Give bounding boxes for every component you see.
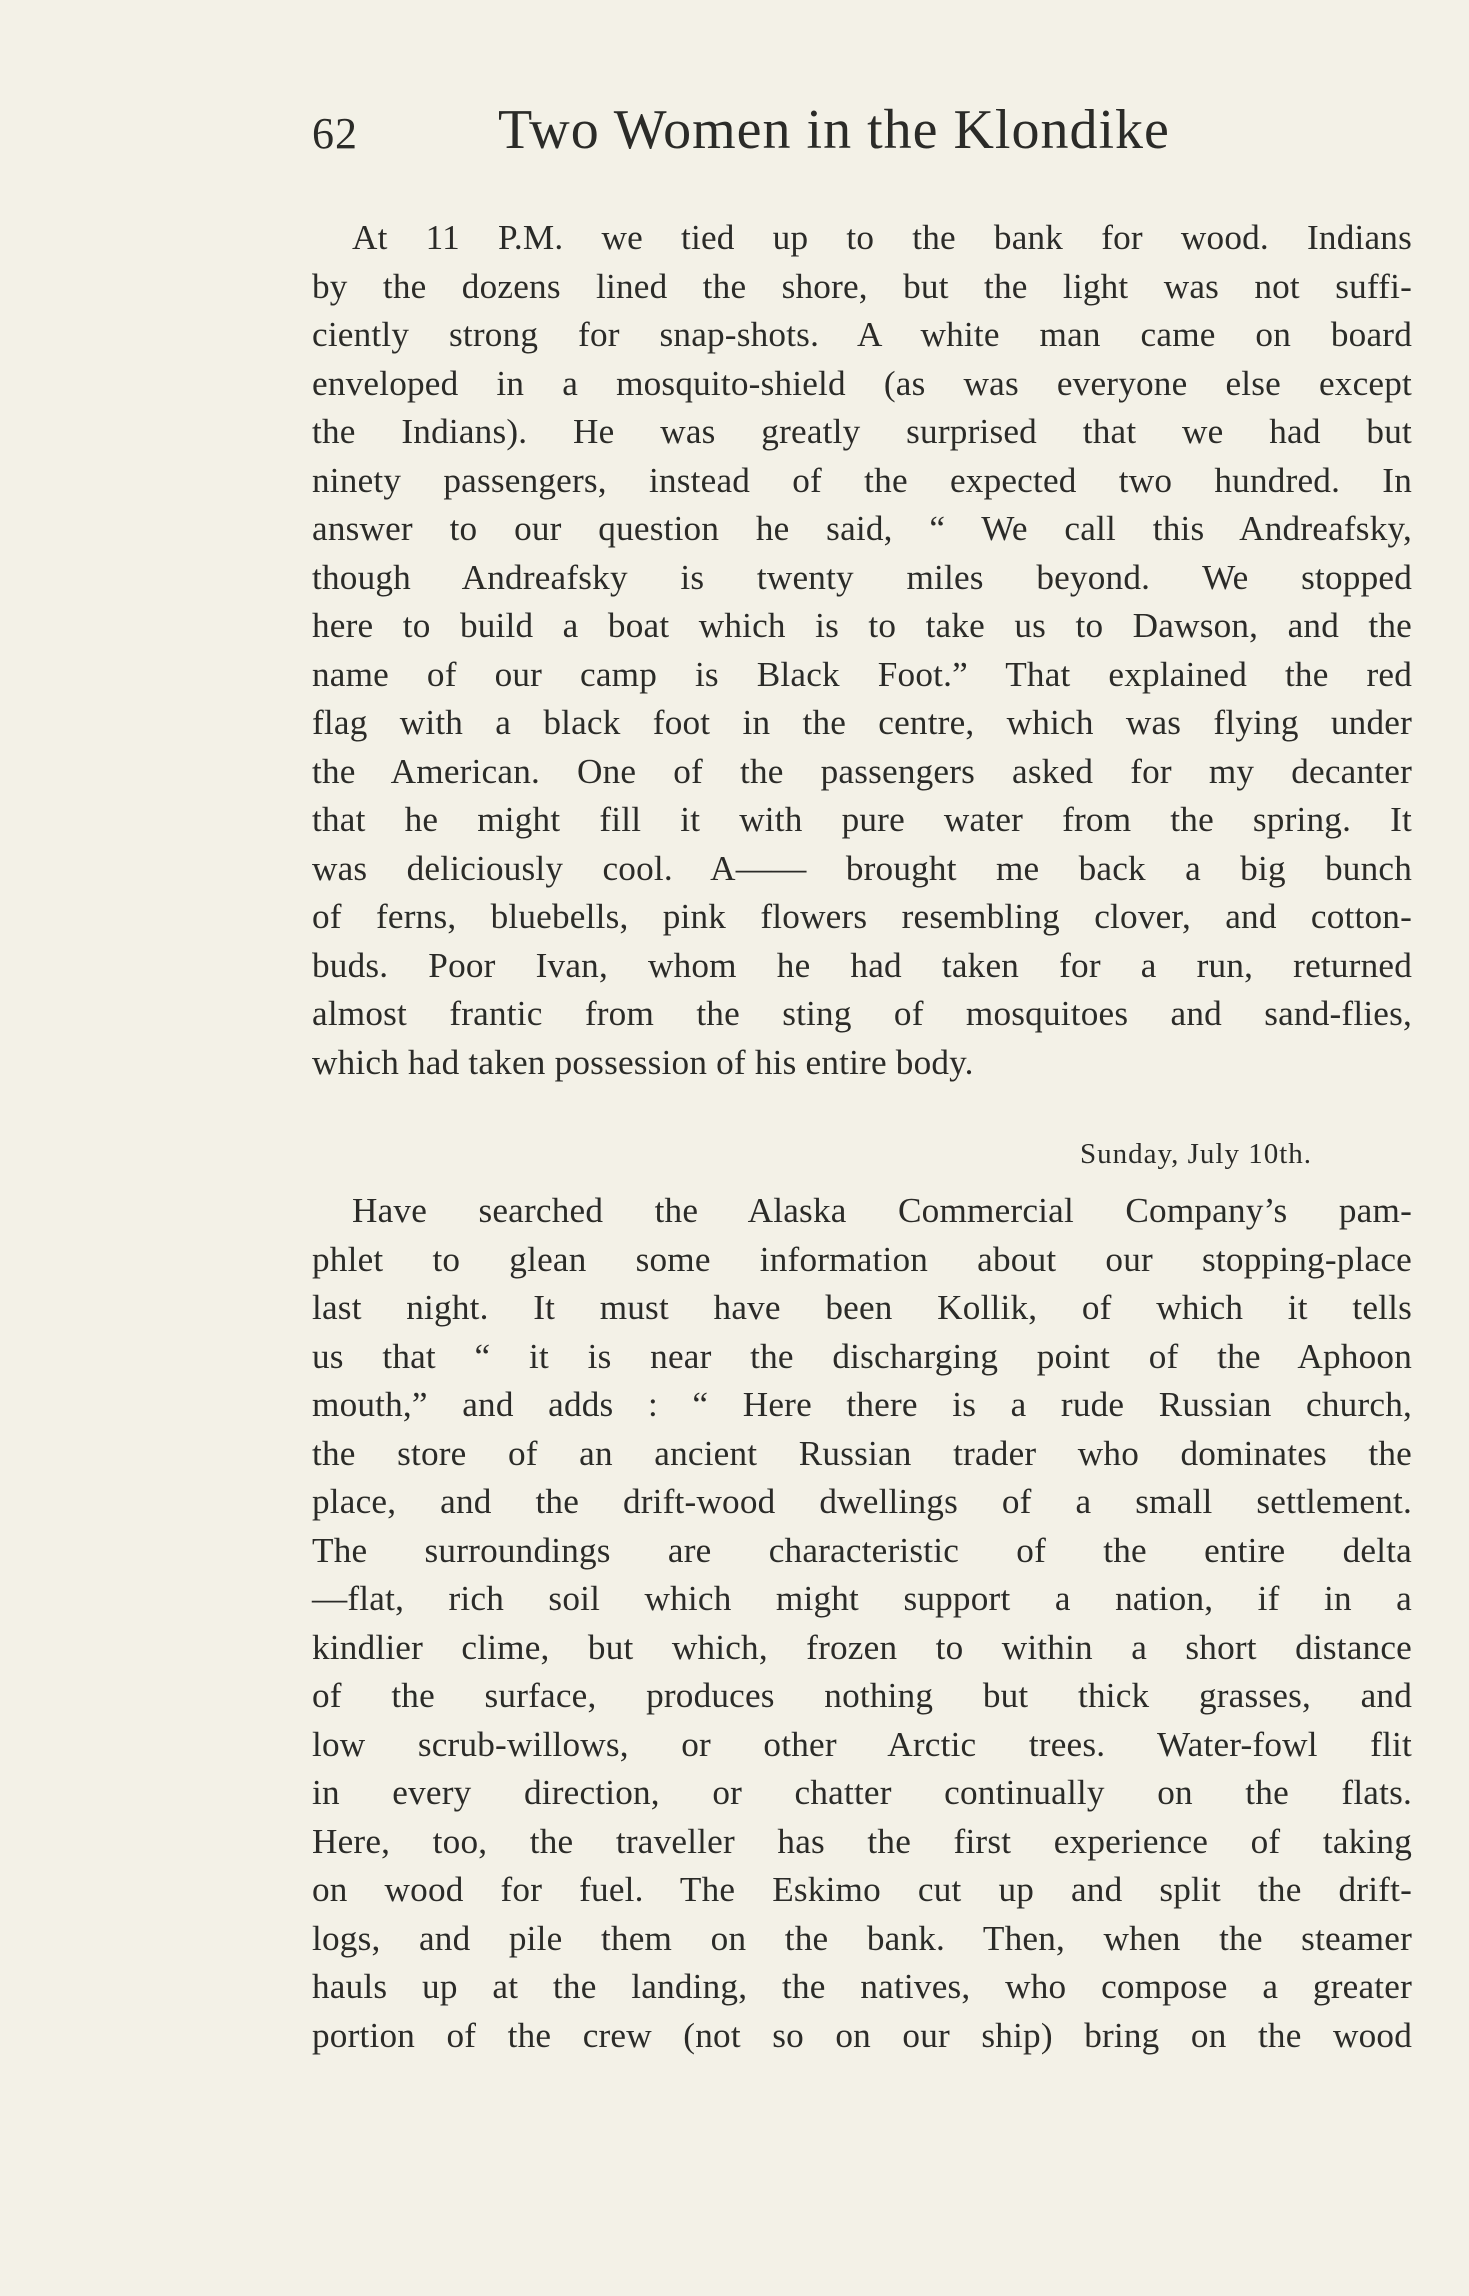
text-line: of ferns, bluebells, pink flowers resembling clover, and cotton- xyxy=(312,897,1412,936)
text-line: ciently strong for snap-shots. A white man came on board xyxy=(312,315,1412,354)
text-line: that he might fill it with pure water from the spring. It xyxy=(312,800,1412,839)
paragraph-2 xyxy=(312,1187,1412,2060)
page-number: 62 xyxy=(312,109,358,158)
text-line: in every direction, or chatter continually on the flats. xyxy=(312,1773,1412,1812)
text-line: Have searched the Alaska Commercial Company’s pam- xyxy=(352,1191,1412,1230)
text-line: almost frantic from the sting of mosquitoes and sand-flies, xyxy=(312,994,1412,1033)
text-line: answer to our question he said, “ We call this Andreafsky, xyxy=(312,509,1412,548)
text-line: here to build a boat which is to take us to Dawson, and the xyxy=(312,606,1412,645)
text-line: by the dozens lined the shore, but the light was not suffi- xyxy=(312,266,1412,306)
text-line: the store of an ancient Russian trader who dominates the xyxy=(312,1433,1412,1473)
text-line: was deliciously cool. A—— brought me back a big bunch xyxy=(312,848,1412,888)
text-line: mouth,” and adds : “ Here there is a rude Russian church, xyxy=(312,1385,1412,1424)
text-line: us that “ it is near the discharging point of the Aphoon xyxy=(312,1336,1412,1376)
text-line: portion of the crew (not so on our ship) bring on the wood xyxy=(312,2015,1412,2055)
text-line: kindlier clime, but which, frozen to within a short distance xyxy=(312,1627,1412,1667)
text-line: buds. Poor Ivan, whom he had taken for a run, returned xyxy=(312,945,1412,985)
text-line: —flat, rich soil which might support a nation, if in a xyxy=(312,1579,1412,1618)
dateline: Sunday, July 10th. xyxy=(1080,1138,1313,1170)
text-line: place, and the drift-wood dwellings of a small settlement. xyxy=(312,1482,1412,1521)
text-line: enveloped in a mosquito-shield (as was everyone else except xyxy=(312,363,1412,403)
text-line: flag with a black foot in the centre, which was flying under xyxy=(312,703,1412,742)
text-line: which had taken possession of his entire body. xyxy=(312,1042,974,1082)
text-line: At 11 P.M. we tied up to the bank for wood. Indians xyxy=(352,218,1412,257)
text-line: hauls up at the landing, the natives, who compose a greater xyxy=(312,1967,1412,2006)
text-line: the Indians). He was greatly surprised that we had but xyxy=(312,412,1412,451)
text-line: Here, too, the traveller has the first experience of taking xyxy=(312,1821,1412,1861)
text-line: ninety passengers, instead of the expected two hundred. In xyxy=(312,460,1412,500)
text-line: last night. It must have been Kollik, of which it tells xyxy=(312,1288,1412,1327)
paragraph-1 xyxy=(312,214,1412,1087)
text-line: though Andreafsky is twenty miles beyond. We stopped xyxy=(312,557,1412,597)
text-line: low scrub-willows, or other Arctic trees. Water-fowl flit xyxy=(312,1724,1412,1764)
text-line: logs, and pile them on the bank. Then, when the steamer xyxy=(312,1918,1412,1958)
running-title: Two Women in the Klondike xyxy=(498,99,1170,161)
text-line: the American. One of the passengers asked for my decanter xyxy=(312,751,1412,791)
text-line: name of our camp is Black Foot.” That explained the red xyxy=(312,654,1412,694)
text-line: The surroundings are characteristic of the entire delta xyxy=(312,1530,1412,1570)
page-header xyxy=(312,98,1242,178)
text-line: phlet to glean some information about our stopping-place xyxy=(312,1239,1412,1279)
text-line: of the surface, produces nothing but thick grasses, and xyxy=(312,1676,1412,1715)
text-line: on wood for fuel. The Eskimo cut up and split the drift- xyxy=(312,1870,1412,1909)
